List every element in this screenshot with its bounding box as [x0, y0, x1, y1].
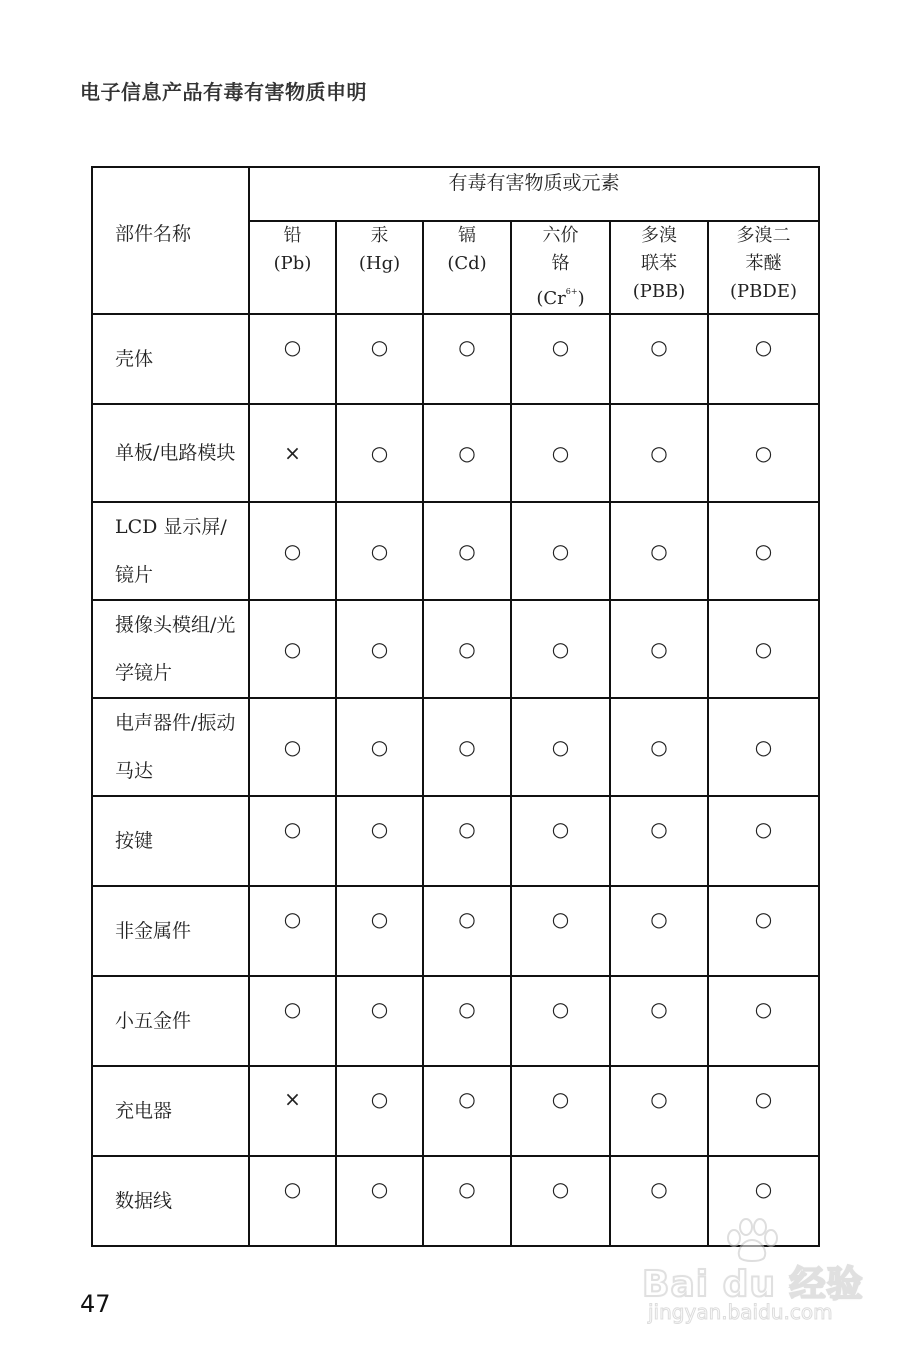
mark-cell: ○: [336, 796, 423, 886]
element-header-lead: 铅 (Pb): [249, 221, 336, 314]
mark-cell: ○: [336, 314, 423, 404]
part-name-cell: 电声器件/振动马达: [92, 698, 249, 796]
mark-cell: ○: [336, 698, 423, 796]
part-name-cell: 壳体: [92, 314, 249, 404]
mark-cell: ○: [249, 886, 336, 976]
page-title: 电子信息产品有毒有害物质申明: [80, 80, 367, 104]
mark-cell: ○: [708, 1066, 819, 1156]
mark-cell: ○: [423, 404, 511, 502]
part-name-header: 部件名称: [92, 167, 249, 314]
mark-cell: ○: [249, 1156, 336, 1246]
table-row: [92, 886, 819, 976]
mark-cell: ○: [511, 1156, 610, 1246]
table-row: [92, 314, 819, 404]
mark-cell: ○: [423, 886, 511, 976]
mark-cell: ○: [610, 1156, 708, 1246]
mark-cell: ○: [511, 600, 610, 698]
element-header-pbb: 多溴 联苯 (PBB): [610, 221, 708, 314]
part-name-cell: 小五金件: [92, 976, 249, 1066]
mark-cell: ○: [511, 314, 610, 404]
mark-cell: ○: [610, 502, 708, 600]
mark-cell: ○: [423, 1066, 511, 1156]
mark-cell: ○: [708, 502, 819, 600]
mark-cell: ×: [249, 1066, 336, 1156]
mark-cell: ○: [610, 976, 708, 1066]
mark-cell: ○: [423, 796, 511, 886]
part-name-cell: 数据线: [92, 1156, 249, 1246]
mark-cell: ○: [423, 600, 511, 698]
element-header-cadmium: 镉 (Cd): [423, 221, 511, 314]
mark-cell: ○: [249, 502, 336, 600]
mark-cell: ○: [610, 796, 708, 886]
mark-cell: ○: [249, 698, 336, 796]
substance-group-header: 有毒有害物质或元素: [249, 167, 819, 221]
part-name-cell: 按键: [92, 796, 249, 886]
mark-cell: ○: [610, 314, 708, 404]
table-row: [92, 796, 819, 886]
mark-cell: ○: [423, 314, 511, 404]
table-row: [92, 600, 819, 698]
mark-cell: ○: [610, 1066, 708, 1156]
baidu-jingyan-watermark: [642, 1218, 862, 1328]
mark-cell: ○: [336, 404, 423, 502]
mark-cell: ○: [336, 1156, 423, 1246]
part-name-cell: 单板/电路模块: [92, 404, 249, 502]
mark-cell: ○: [511, 404, 610, 502]
mark-cell: ○: [610, 698, 708, 796]
element-header-pbde: 多溴二 苯醚 (PBDE): [708, 221, 819, 314]
element-header-mercury: 汞 (Hg): [336, 221, 423, 314]
table-row: [92, 698, 819, 796]
part-name-cell: 充电器: [92, 1066, 249, 1156]
hazardous-substance-table: [91, 166, 820, 1247]
mark-cell: ○: [511, 502, 610, 600]
mark-cell: ○: [423, 1156, 511, 1246]
mark-cell: ○: [511, 698, 610, 796]
table-row: [92, 502, 819, 600]
mark-cell: ○: [708, 796, 819, 886]
mark-cell: ○: [610, 600, 708, 698]
page-number: 47: [80, 1290, 111, 1318]
mark-cell: ○: [708, 886, 819, 976]
mark-cell: ○: [708, 698, 819, 796]
mark-cell: ○: [511, 886, 610, 976]
mark-cell: ○: [511, 976, 610, 1066]
mark-cell: ○: [249, 796, 336, 886]
mark-cell: ○: [336, 502, 423, 600]
mark-cell: ○: [708, 976, 819, 1066]
part-name-cell: 非金属件: [92, 886, 249, 976]
mark-cell: ○: [336, 886, 423, 976]
mark-cell: ○: [708, 404, 819, 502]
table-row: [92, 976, 819, 1066]
mark-cell: ○: [336, 600, 423, 698]
mark-cell: ○: [423, 976, 511, 1066]
mark-cell: ○: [708, 600, 819, 698]
part-name-cell: 摄像头模组/光学镜片: [92, 600, 249, 698]
mark-cell: ○: [249, 314, 336, 404]
table-row: [92, 404, 819, 502]
watermark-url: jingyan.baidu.com: [648, 1300, 833, 1324]
table-row: [92, 1066, 819, 1156]
mark-cell: ×: [249, 404, 336, 502]
mark-cell: ○: [336, 976, 423, 1066]
mark-cell: ○: [249, 600, 336, 698]
mark-cell: ○: [708, 1156, 819, 1246]
mark-cell: ○: [610, 886, 708, 976]
element-header-chromium: 六价 铬 $(Cr^{6+})$: [511, 221, 610, 314]
mark-cell: ○: [423, 698, 511, 796]
mark-cell: ○: [708, 314, 819, 404]
mark-cell: ○: [249, 976, 336, 1066]
mark-cell: ○: [511, 1066, 610, 1156]
mark-cell: ○: [610, 404, 708, 502]
mark-cell: ○: [511, 796, 610, 886]
part-name-cell: LCD 显示屏/镜片: [92, 502, 249, 600]
mark-cell: ○: [336, 1066, 423, 1156]
watermark-logo-text: Bai du 经验: [642, 1264, 864, 1305]
mark-cell: ○: [423, 502, 511, 600]
